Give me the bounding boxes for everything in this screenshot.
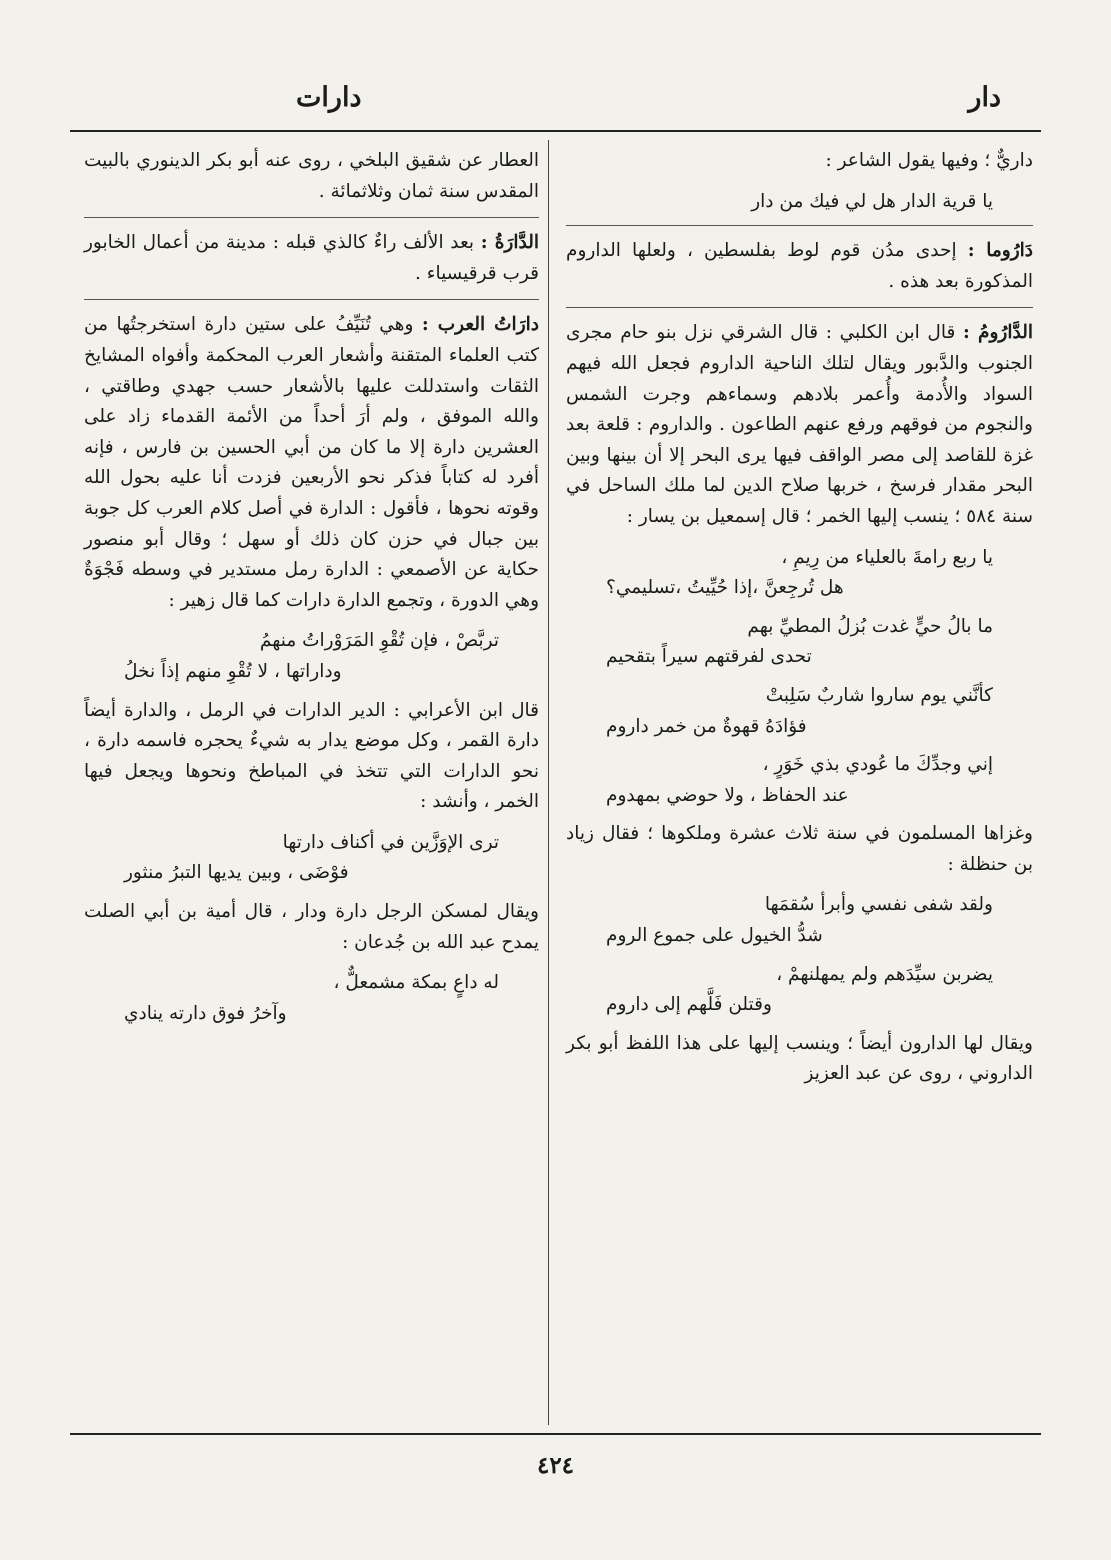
paragraph: ويقال لمسكن الرجل دارة ودار ، قال أمية بن أبي الصلت يمدح عبد الله بن جُدعان : (84, 901, 539, 953)
header-rule (70, 130, 1041, 132)
verse-hemistich: فوْضَى ، وبين يديها التبرُ منثور (124, 862, 349, 884)
right-column (566, 146, 1033, 1100)
verse (566, 750, 1033, 811)
verse-hemistich: ترى الإوَزَّين في أكناف دارتها (282, 831, 499, 853)
entry-text: قال ابن الكلبي : قال الشرقي نزل بنو حام مجرى الجنوب والدَّبور ويقال لتلك الناحية الداروم فجعل الله فيهم السواد والأُدمة وأُعمر بلادهم وسماءهم وجرت الشمس والنجوم من فوقهم ورفع عنهم الطاعون . والداروم : قلعة بعد غزة للقاصد إلى مصر الواقف فيها يرى البحر إلا أن بينها وبين البحر مقدار فرسخ ، خربها صلاح الدين لما ملك الساحل في سنة ٥٨٤ ؛ ينسب إليها الخمر ؛ قال إسمعيل بن يسار : (566, 322, 1033, 527)
verse (566, 960, 1033, 1021)
entry-separator (84, 217, 539, 218)
entry-headword: الدَّارُومُ : (963, 322, 1033, 344)
verse-hemistich: ما بالُ حيٍّ غدت بُزلُ المطيِّ بهم (747, 615, 993, 637)
verse (84, 626, 539, 687)
verse-hemistich: تربَّصْ ، فإن تُقْوِ المَرَوْراتُ منهمُ (259, 630, 499, 652)
verse-hemistich: عند الحفاظ ، ولا حوضي بمهدوم (606, 784, 849, 806)
entry-separator (566, 307, 1033, 308)
verse-hemistich: وآخرُ فوق دارته ينادي (124, 1002, 287, 1024)
paragraph: وغزاها المسلمون في سنة ثلاث عشرة وملكوها ؛ فقال زياد بن حنظلة : (566, 823, 1033, 875)
column-divider (548, 140, 549, 1425)
verse (566, 681, 1033, 742)
verse (566, 612, 1033, 673)
verse-hemistich: ولقد شفى نفسي وأبرأ سُقمَها (764, 894, 993, 916)
entry-headword: دارَاتُ العرب : (421, 314, 540, 336)
verse-hemistich: شدُّ الخيول على جموع الروم (606, 925, 823, 947)
paragraph: ويقال لها الدارون أيضاً ؛ وينسب إليها على هذا اللفظ أبو بكر الداروني ، روى عن عبد العزيز (566, 1032, 1033, 1085)
paragraph: قال ابن الأعرابي : الدير الدارات في الرمل ، والدارة أيضاً دارة القمر ، وكل موضع يدار به شيءٌ يحجره فاسمه دارة ، نحو الدارات التي تتخذ في المباطخ ونحوها ويجعل فيها الخمر ، وأنشد : (84, 699, 539, 813)
verse (566, 890, 1033, 951)
verse (84, 828, 539, 889)
dictionary-entry (84, 310, 539, 616)
verse-hemistich: وداراتها ، لا تُقْوِ منهم إذاً نخلُ (124, 660, 342, 682)
paragraph: العطار عن شقيق البلخي ، روى عنه أبو بكر الدينوري بالبيت المقدس سنة ثمان وثلاثمائة . (84, 150, 539, 202)
paragraph: داريٌّ ؛ وفيها يقول الشاعر : (825, 150, 1033, 171)
running-head-right: دار (968, 82, 1001, 113)
page-number: ٤٢٤ (536, 1452, 575, 1479)
verse-hemistich: إني وجدِّكَ ما عُودي بذي خَوَرٍ ، (762, 754, 993, 776)
dictionary-entry (566, 318, 1033, 532)
dictionary-entry (84, 228, 539, 289)
left-column (84, 146, 539, 1037)
verse-hemistich: له داعٍ بمكة مشمعلٌّ ، (333, 972, 499, 994)
verse (566, 187, 1033, 218)
verse-hemistich: يضربن سيِّدَهم ولم يمهلنهمْ ، (776, 963, 993, 985)
entry-separator (566, 225, 1033, 226)
verse-hemistich: وقتلن فَلَّهم إلى داروم (606, 994, 772, 1016)
entry-headword: دَارُوما : (967, 240, 1034, 262)
verse-hemistich: يا ربع رامةَ بالعلياء من رِيمِ ، (781, 546, 993, 568)
footer-rule (70, 1433, 1041, 1435)
verse (566, 543, 1033, 604)
entry-separator (84, 299, 539, 300)
verse-hemistich: هل تُرجِعنَّ ،إذا حُيِّيتُ ،تسليمي؟ (606, 577, 844, 599)
entry-text: إحدى مدُن قوم لوط بفلسطين ، ولعلها الداروم المذكورة بعد هذه . (566, 240, 1033, 292)
verse-hemistich: فؤادَهُ قهوةٌ من خمر داروم (606, 715, 807, 737)
entry-text: وهي تُنَيِّفُ على ستين دارة استخرجتُها من كتب العلماء المتقنة وأشعار العرب المحكمة وأفواه المشايخ الثقات واستدللت عليها بالأشعار حسب جهدي وطاقتي ، والله الموفق ، ولم أرَ أحداً من الأئمة القدماء زاد على العشرين دارة إلا ما كان من أبي الحسين بن فارس ، فإنه أفرد له كتاباً فذكر نحو الأربعين فزدت أنا عليه بحول الله وقوته نحوها ، فأقول : الدارة في أصل كلام العرب كل جوبة بين جبال في حزن كان ذلك أو سهل ؛ وقال أبو منصور حكاية عن الأصمعي : الدارة رمل مستدير في وسطه فَجْوَةٌ وهي الدورة ، وتجمع الدارة دارات كما قال زهير : (84, 314, 539, 611)
verse-hemistich: كأنَّني يوم ساروا شاربٌ سَلِبتْ (765, 684, 993, 706)
dictionary-entry (566, 236, 1033, 297)
verse (84, 968, 539, 1029)
entry-headword: الدَّارَةُ : (480, 232, 539, 254)
entry-text: بعد الألف راءٌ كالذي قبله : مدينة من أعمال الخابور قرب قرقيسياء . (84, 232, 539, 284)
running-head-left: دارات (296, 82, 362, 113)
verse-hemistich: تحدى لفرقتهم سيراً بتقحيم (606, 646, 812, 668)
verse-hemistich: يا قرية الدار هل لي فيك من دار (751, 190, 993, 212)
